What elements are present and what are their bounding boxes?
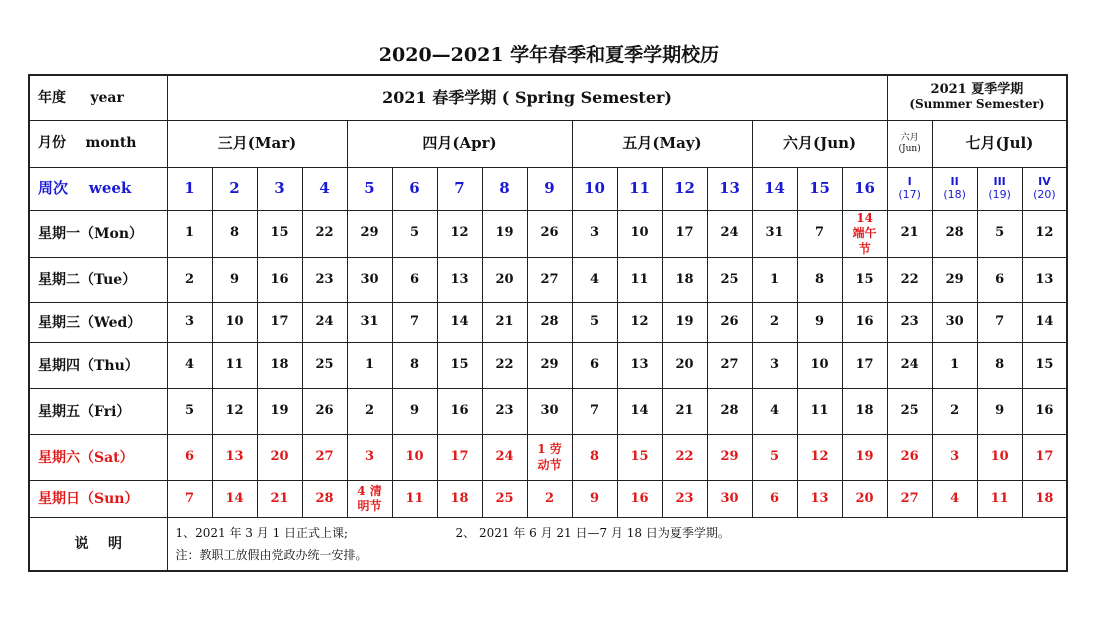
summer-subtitle: (Summer Semester) <box>909 97 1045 112</box>
date-cell: 3 <box>752 343 797 389</box>
date-cell: 9 <box>977 389 1022 435</box>
date-cell: 23 <box>662 481 707 518</box>
summer-week-number <box>1022 167 1067 210</box>
date-cell: 30 <box>932 303 977 343</box>
date-cell: 8 <box>572 435 617 481</box>
month-label-en: month <box>85 135 137 152</box>
date-cell: 19 <box>842 435 887 481</box>
summer-title: 2021 夏季学期 <box>930 82 1024 98</box>
date-cell: 20 <box>842 481 887 518</box>
day-label: 星期一（Mon） <box>29 210 167 258</box>
date-cell: 10 <box>977 435 1022 481</box>
date-cell: 29 <box>347 210 392 258</box>
date-cell: 2 <box>167 258 212 303</box>
summer-week-num: (19) <box>988 187 1011 201</box>
year-label: 年度 <box>38 89 66 106</box>
date-cell: 30 <box>707 481 752 518</box>
date-cell: 13 <box>212 435 257 481</box>
date-cell: 12 <box>617 303 662 343</box>
date-cell: 14 <box>437 303 482 343</box>
date-cell: 16 <box>437 389 482 435</box>
date-cell: 12 <box>437 210 482 258</box>
date-cell: 25 <box>707 258 752 303</box>
date-cell: 6 <box>572 343 617 389</box>
date-cell: 31 <box>347 303 392 343</box>
year-label-cell <box>29 75 167 120</box>
date-cell: 24 <box>887 343 932 389</box>
date-cell: 7 <box>797 210 842 258</box>
date-cell: 21 <box>887 210 932 258</box>
date-cell: 28 <box>707 389 752 435</box>
day-row <box>29 303 1067 343</box>
date-cell: 5 <box>167 389 212 435</box>
date-cell: 23 <box>887 303 932 343</box>
date-cell: 8 <box>797 258 842 303</box>
date-cell: 20 <box>257 435 302 481</box>
week-row <box>29 167 1067 210</box>
week-number: 6 <box>392 167 437 210</box>
date-cell: 12 <box>1022 210 1067 258</box>
date-cell: 10 <box>392 435 437 481</box>
date-cell: 21 <box>662 389 707 435</box>
day-label: 星期二（Tue） <box>29 258 167 303</box>
date-cell: 16 <box>257 258 302 303</box>
week-number: 10 <box>572 167 617 210</box>
date-cell: 15 <box>842 258 887 303</box>
date-cell: 11 <box>977 481 1022 518</box>
date-cell: 26 <box>707 303 752 343</box>
date-cell: 4 <box>932 481 977 518</box>
spring-semester-header: 2021 春季学期 ( Spring Semester) <box>167 75 887 120</box>
date-cell: 14 <box>617 389 662 435</box>
date-cell: 10 <box>617 210 662 258</box>
date-cell: 7 <box>167 481 212 518</box>
date-cell: 25 <box>302 343 347 389</box>
date-cell: 9 <box>572 481 617 518</box>
week-number: 14 <box>752 167 797 210</box>
date-cell: 4 <box>167 343 212 389</box>
holiday-date-cell: 1 劳动节 <box>527 435 572 481</box>
date-cell: 18 <box>662 258 707 303</box>
date-cell: 17 <box>662 210 707 258</box>
date-cell: 2 <box>527 481 572 518</box>
date-cell: 12 <box>797 435 842 481</box>
date-cell: 7 <box>977 303 1022 343</box>
date-cell: 18 <box>842 389 887 435</box>
note-summer-term: 2、 2021 年 6 月 21 日—7 月 18 日为夏季学期。 <box>455 526 730 541</box>
note-start-date: 1、2021 年 3 月 1 日正式上课; <box>175 526 349 541</box>
date-cell: 5 <box>752 435 797 481</box>
date-cell: 29 <box>707 435 752 481</box>
date-cell: 13 <box>437 258 482 303</box>
day-label: 星期六（Sat） <box>29 435 167 481</box>
date-cell: 26 <box>527 210 572 258</box>
date-cell: 16 <box>617 481 662 518</box>
summer-week-roman: II <box>950 174 959 188</box>
date-cell: 4 <box>572 258 617 303</box>
week-number: 4 <box>302 167 347 210</box>
date-cell: 6 <box>752 481 797 518</box>
date-cell: 1 <box>347 343 392 389</box>
holiday-date-cell: 14 端午节 <box>842 210 887 258</box>
date-cell: 20 <box>662 343 707 389</box>
week-number: 1 <box>167 167 212 210</box>
day-label: 星期三（Wed） <box>29 303 167 343</box>
date-cell: 24 <box>707 210 752 258</box>
day-row <box>29 258 1067 303</box>
date-cell: 25 <box>887 389 932 435</box>
holiday-date-cell: 4 清明节 <box>347 481 392 518</box>
day-row <box>29 481 1067 518</box>
date-cell: 8 <box>977 343 1022 389</box>
date-cell: 7 <box>392 303 437 343</box>
date-cell: 1 <box>752 258 797 303</box>
date-cell: 19 <box>257 389 302 435</box>
date-cell: 15 <box>257 210 302 258</box>
month-label: 月份 <box>38 135 66 152</box>
date-cell: 17 <box>1022 435 1067 481</box>
week-number: 16 <box>842 167 887 210</box>
date-cell: 17 <box>842 343 887 389</box>
date-cell: 27 <box>887 481 932 518</box>
date-cell: 22 <box>482 343 527 389</box>
summer-semester-header <box>887 75 1067 120</box>
month-june: 六月(Jun) <box>752 120 887 167</box>
date-cell: 15 <box>437 343 482 389</box>
notes-line-1 <box>176 522 1067 544</box>
date-cell: 22 <box>302 210 347 258</box>
date-cell: 28 <box>932 210 977 258</box>
day-row <box>29 343 1067 389</box>
date-cell: 2 <box>752 303 797 343</box>
date-cell: 14 <box>1022 303 1067 343</box>
date-cell: 14 <box>212 481 257 518</box>
summer-week-roman: IV <box>1038 174 1051 188</box>
date-cell: 6 <box>392 258 437 303</box>
date-cell: 2 <box>347 389 392 435</box>
date-cell: 16 <box>1022 389 1067 435</box>
year-row <box>29 75 1067 120</box>
date-cell: 18 <box>437 481 482 518</box>
month-july: 七月(Jul) <box>932 120 1067 167</box>
date-cell: 20 <box>482 258 527 303</box>
date-cell: 30 <box>527 389 572 435</box>
date-cell: 28 <box>302 481 347 518</box>
date-cell: 8 <box>392 343 437 389</box>
date-cell: 23 <box>482 389 527 435</box>
notes-line-2: 注：教职工放假由党政办统一安排。 <box>175 548 368 563</box>
date-cell: 3 <box>167 303 212 343</box>
date-cell: 1 <box>932 343 977 389</box>
month-row <box>29 120 1067 167</box>
date-cell: 17 <box>257 303 302 343</box>
date-cell: 9 <box>392 389 437 435</box>
month-label-cell <box>29 120 167 167</box>
date-cell: 29 <box>932 258 977 303</box>
date-cell: 31 <box>752 210 797 258</box>
summer-week-number <box>932 167 977 210</box>
date-cell: 4 <box>752 389 797 435</box>
date-cell: 25 <box>482 481 527 518</box>
date-cell: 13 <box>1022 258 1067 303</box>
date-cell: 24 <box>302 303 347 343</box>
date-cell: 3 <box>932 435 977 481</box>
notes-label: 说 明 <box>29 518 167 571</box>
date-cell: 12 <box>212 389 257 435</box>
date-cell: 28 <box>527 303 572 343</box>
summer-week-num: (17) <box>898 187 921 201</box>
month-june-summer <box>887 120 932 167</box>
calendar-table <box>28 74 1068 572</box>
notes-row <box>29 518 1067 571</box>
date-cell: 23 <box>302 258 347 303</box>
week-number: 15 <box>797 167 842 210</box>
date-cell: 26 <box>887 435 932 481</box>
day-label: 星期五（Fri） <box>29 389 167 435</box>
date-cell: 26 <box>302 389 347 435</box>
date-cell: 17 <box>437 435 482 481</box>
date-cell: 9 <box>797 303 842 343</box>
date-cell: 6 <box>167 435 212 481</box>
month-march: 三月(Mar) <box>167 120 347 167</box>
week-number: 5 <box>347 167 392 210</box>
date-cell: 19 <box>482 210 527 258</box>
date-cell: 2 <box>932 389 977 435</box>
year-label-en: year <box>90 89 124 106</box>
date-cell: 3 <box>572 210 617 258</box>
date-cell: 29 <box>527 343 572 389</box>
date-cell: 13 <box>617 343 662 389</box>
week-number: 7 <box>437 167 482 210</box>
date-cell: 19 <box>662 303 707 343</box>
date-cell: 15 <box>617 435 662 481</box>
summer-week-number <box>977 167 1022 210</box>
date-cell: 10 <box>212 303 257 343</box>
week-label-en: week <box>88 178 132 197</box>
week-number: 13 <box>707 167 752 210</box>
summer-week-num: (20) <box>1033 187 1056 201</box>
date-cell: 5 <box>392 210 437 258</box>
summer-week-roman: III <box>993 174 1006 188</box>
date-cell: 15 <box>1022 343 1067 389</box>
date-cell: 18 <box>1022 481 1067 518</box>
day-label: 星期四（Thu） <box>29 343 167 389</box>
day-label: 星期日（Sun） <box>29 481 167 518</box>
june-small-cn: 六月 <box>900 133 919 144</box>
date-cell: 13 <box>797 481 842 518</box>
day-row <box>29 389 1067 435</box>
summer-week-num: (18) <box>943 187 966 201</box>
date-cell: 27 <box>707 343 752 389</box>
month-april: 四月(Apr) <box>347 120 572 167</box>
date-cell: 21 <box>257 481 302 518</box>
date-cell: 11 <box>212 343 257 389</box>
date-cell: 3 <box>347 435 392 481</box>
page-title: 2020—2021 学年春季和夏季学期校历 <box>378 44 720 66</box>
date-cell: 24 <box>482 435 527 481</box>
date-cell: 11 <box>797 389 842 435</box>
date-cell: 30 <box>347 258 392 303</box>
date-cell: 1 <box>167 210 212 258</box>
week-number: 11 <box>617 167 662 210</box>
summer-week-number <box>887 167 932 210</box>
date-cell: 5 <box>977 210 1022 258</box>
week-label: 周次 <box>38 178 69 197</box>
week-number: 8 <box>482 167 527 210</box>
date-cell: 5 <box>572 303 617 343</box>
day-row <box>29 435 1067 481</box>
date-cell: 7 <box>572 389 617 435</box>
week-number: 2 <box>212 167 257 210</box>
date-cell: 11 <box>617 258 662 303</box>
date-cell: 8 <box>212 210 257 258</box>
summer-week-roman: I <box>907 174 912 188</box>
date-cell: 27 <box>527 258 572 303</box>
date-cell: 18 <box>257 343 302 389</box>
notes-content <box>167 518 1067 571</box>
date-cell: 10 <box>797 343 842 389</box>
week-label-cell <box>29 167 167 210</box>
week-number: 12 <box>662 167 707 210</box>
date-cell: 11 <box>392 481 437 518</box>
june-small-en: (Jun) <box>898 143 921 154</box>
date-cell: 22 <box>887 258 932 303</box>
date-cell: 22 <box>662 435 707 481</box>
date-cell: 21 <box>482 303 527 343</box>
day-row <box>29 210 1067 258</box>
month-may: 五月(May) <box>572 120 752 167</box>
date-cell: 6 <box>977 258 1022 303</box>
date-cell: 9 <box>212 258 257 303</box>
week-number: 9 <box>527 167 572 210</box>
date-cell: 27 <box>302 435 347 481</box>
date-cell: 16 <box>842 303 887 343</box>
week-number: 3 <box>257 167 302 210</box>
